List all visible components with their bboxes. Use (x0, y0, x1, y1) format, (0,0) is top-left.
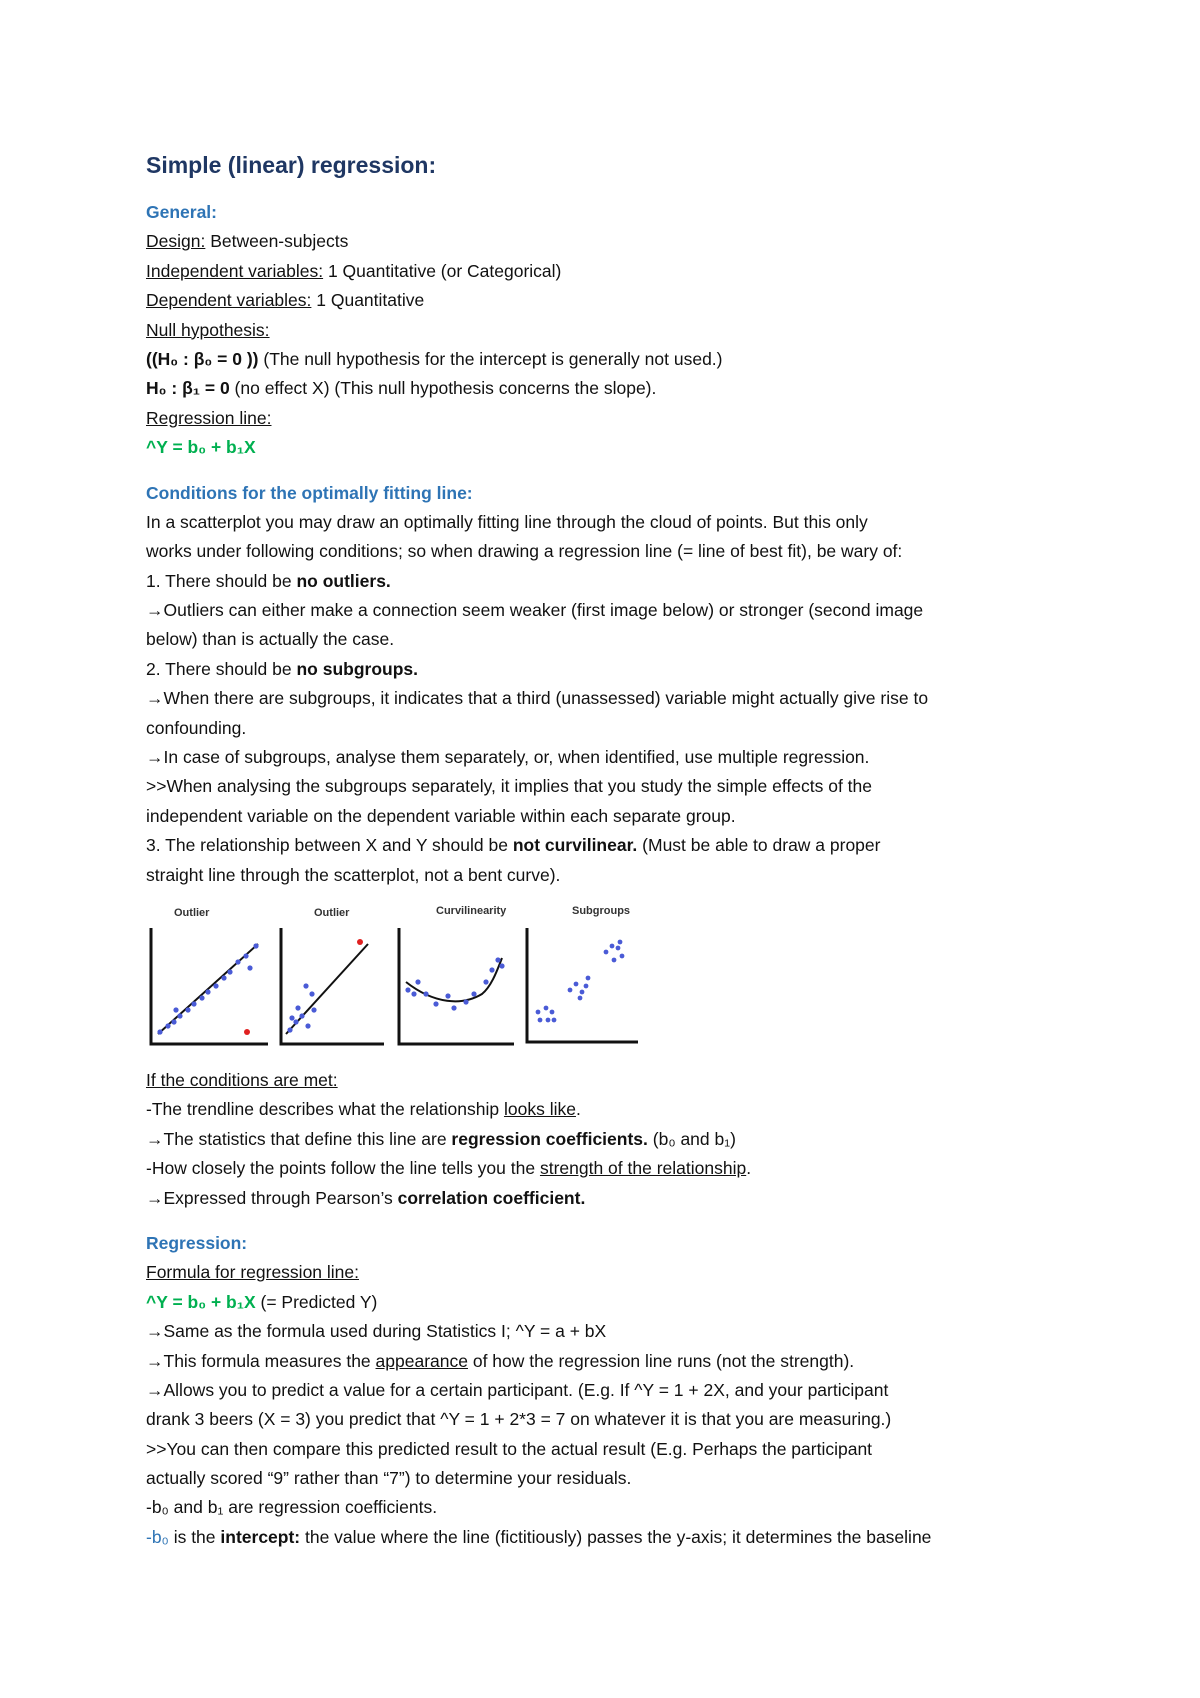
panel-3-curve (406, 958, 502, 1001)
h0-slope-line (146, 374, 1086, 403)
regression-line-8-dash: - (146, 1526, 152, 1547)
design-value: Between-subjects (205, 231, 349, 252)
panel-1-outlier-point (244, 1029, 250, 1035)
null-hypothesis-label: Null hypothesis: (146, 319, 270, 340)
condition-1-note-b: below) than is actually the case. (146, 629, 395, 650)
section-heading-regression: Regression: (146, 1232, 248, 1253)
met-line-4 (146, 1184, 1086, 1213)
regression-line-7: -b₀ and b₁ are regression coefficients. (146, 1497, 438, 1518)
met-line-4-text: →Expressed through Pearson’s (146, 1187, 398, 1208)
h0-slope-note: (no effect X) (This null hypothesis concerns the slope). (229, 378, 657, 399)
met-line-2 (146, 1125, 1086, 1154)
scatterplot-illustrations (146, 898, 686, 1062)
panel-3-axes (399, 928, 514, 1044)
condition-2 (146, 655, 1086, 684)
section-heading-general: General: (146, 202, 217, 222)
dv-value: 1 Quantitative (311, 290, 425, 311)
h0-intercept-line (146, 345, 1086, 374)
condition-2-note-b: confounding. (146, 717, 247, 738)
formula-line (146, 1288, 1086, 1317)
condition-2-note-e: independent variable on the dependent variable within each separate group. (146, 805, 736, 826)
page-title: Simple (linear) regression: (146, 152, 437, 178)
intercept-term: intercept: (220, 1526, 301, 1547)
panel-curvilinearity (399, 928, 514, 1044)
met-line-3-end: . (746, 1158, 752, 1179)
h0-slope: H₀ : β₁ = 0 (146, 378, 230, 399)
design-label: Design: (146, 231, 206, 252)
condition-3 (146, 831, 1086, 860)
panel-2-trendline (286, 944, 368, 1034)
conditions-met-heading-line (146, 1066, 1086, 1095)
regression-line-3: →Allows you to predict a value for a certain participant. (E.g. If ^Y = 1 + 2X, and your participant (146, 1379, 889, 1400)
dv-label: Dependent variables: (146, 290, 312, 311)
met-line-1-end: . (575, 1099, 581, 1120)
regression-line-2 (146, 1347, 1086, 1376)
panel-4-axes (527, 928, 638, 1042)
panel-outlier-weaker (151, 928, 268, 1044)
iv-label: Independent variables: (146, 260, 324, 281)
scatterplot-figures (146, 898, 1086, 1062)
formula-label-line (146, 1258, 1086, 1287)
met-line-2-end: (b₀ and b₁) (647, 1128, 736, 1149)
figure-label-curvilinearity: Curvilinearity (436, 904, 507, 917)
regression-line-5: >>You can then compare this predicted result to the actual result (E.g. Perhaps the participant (146, 1438, 873, 1459)
regression-line-2-end: of how the regression line runs (not the strength). (467, 1350, 855, 1371)
regression-line-2-text: →This formula measures the (146, 1350, 376, 1371)
iv-value: 1 Quantitative (or Categorical) (323, 260, 562, 281)
condition-1-text: 1. There should be (146, 570, 297, 591)
formula-label: Formula for regression line: (146, 1262, 359, 1283)
condition-3-note: straight line through the scatterplot, not a bent curve). (146, 864, 561, 885)
condition-1-bold: no outliers. (296, 570, 391, 591)
iv-line (146, 257, 1086, 286)
regression-line-4: drank 3 beers (X = 3) you predict that ^Y = 1 + 2*3 = 7 on whatever it is that you are measuring.) (146, 1409, 892, 1430)
regression-line-8-is: is the (168, 1526, 221, 1547)
condition-3-bold: not curvilinear. (512, 835, 638, 856)
condition-1 (146, 567, 1086, 596)
regression-line-label: Regression line: (146, 407, 272, 428)
conditions-intro-1: In a scatterplot you may draw an optimally fitting line through the cloud of points. But this only (146, 511, 868, 532)
panel-subgroups (527, 928, 638, 1042)
met-line-3 (146, 1154, 1086, 1183)
condition-2-note-c: →In case of subgroups, analyse them separately, or, when identified, use multiple regression. (146, 747, 870, 768)
regression-formula-2: ^Y = b₀ + b₁X (146, 1291, 256, 1312)
conditions-intro-2: works under following conditions; so when drawing a regression line (= line of best fit), be wary of: (146, 541, 903, 562)
panel-2-points (287, 983, 316, 1032)
met-line-4-bold: correlation coefficient. (397, 1187, 586, 1208)
document-page (146, 148, 1086, 1552)
figure-label-subgroups: Subgroups (572, 904, 631, 917)
h0-intercept: ((H₀ : β₀ = 0 )) (146, 348, 259, 369)
dv-line (146, 286, 1086, 315)
condition-2-bold: no subgroups. (296, 658, 419, 679)
design-line (146, 227, 1086, 256)
regression-line-label-line (146, 404, 1086, 433)
formula-note: (= Predicted Y) (255, 1291, 378, 1312)
h0-intercept-note: (The null hypothesis for the intercept is generally not used.) (258, 348, 723, 369)
regression-formula: ^Y = b₀ + b₁X (146, 437, 256, 458)
condition-3-post: (Must be able to draw a proper (637, 835, 881, 856)
condition-2-text: 2. There should be (146, 658, 297, 679)
met-line-3-underline: strength of the relationship (539, 1158, 747, 1179)
panel-2-axes (281, 928, 384, 1044)
regression-line-8-end: the value where the line (fictitiously) passes the y-axis; it determines the baseline (300, 1526, 932, 1547)
figure-label-outlier-2: Outlier (314, 906, 350, 919)
met-line-3-text: -How closely the points follow the line tells you the (146, 1158, 540, 1179)
panel-4-points (536, 940, 625, 1023)
regression-line-1: →Same as the formula used during Statistics I; ^Y = a + bX (146, 1321, 607, 1342)
section-heading-conditions: Conditions for the optimally fitting line: (146, 482, 473, 503)
met-line-1 (146, 1095, 1086, 1124)
panel-2-outlier-point (357, 939, 363, 945)
condition-3-text: 3. The relationship between X and Y should be (146, 835, 513, 856)
conditions-met-heading: If the conditions are met: (146, 1069, 338, 1090)
condition-2-note-d: >>When analysing the subgroups separately, it implies that you study the simple effects of the (146, 776, 873, 797)
figure-label-outlier-1: Outlier (174, 906, 210, 919)
regression-line-8 (146, 1523, 1086, 1552)
met-line-2-text: →The statistics that define this line are (146, 1128, 452, 1149)
met-line-1-text: -The trendline describes what the relationship (146, 1099, 504, 1120)
null-hypothesis-line (146, 316, 1086, 345)
met-line-2-bold: regression coefficients. (451, 1128, 648, 1149)
b0-symbol: b₀ (151, 1526, 169, 1547)
condition-1-note-a: →Outliers can either make a connection seem weaker (first image below) or stronger (second image (146, 600, 924, 621)
regression-line-6: actually scored “9” rather than “7”) to determine your residuals. (146, 1468, 632, 1489)
condition-2-note-a: →When there are subgroups, it indicates that a third (unassessed) variable might actually give rise to (146, 688, 929, 709)
regression-line-2-underline: appearance (375, 1350, 468, 1371)
met-line-1-underline: looks like (503, 1099, 576, 1120)
panel-outlier-stronger (281, 928, 384, 1044)
